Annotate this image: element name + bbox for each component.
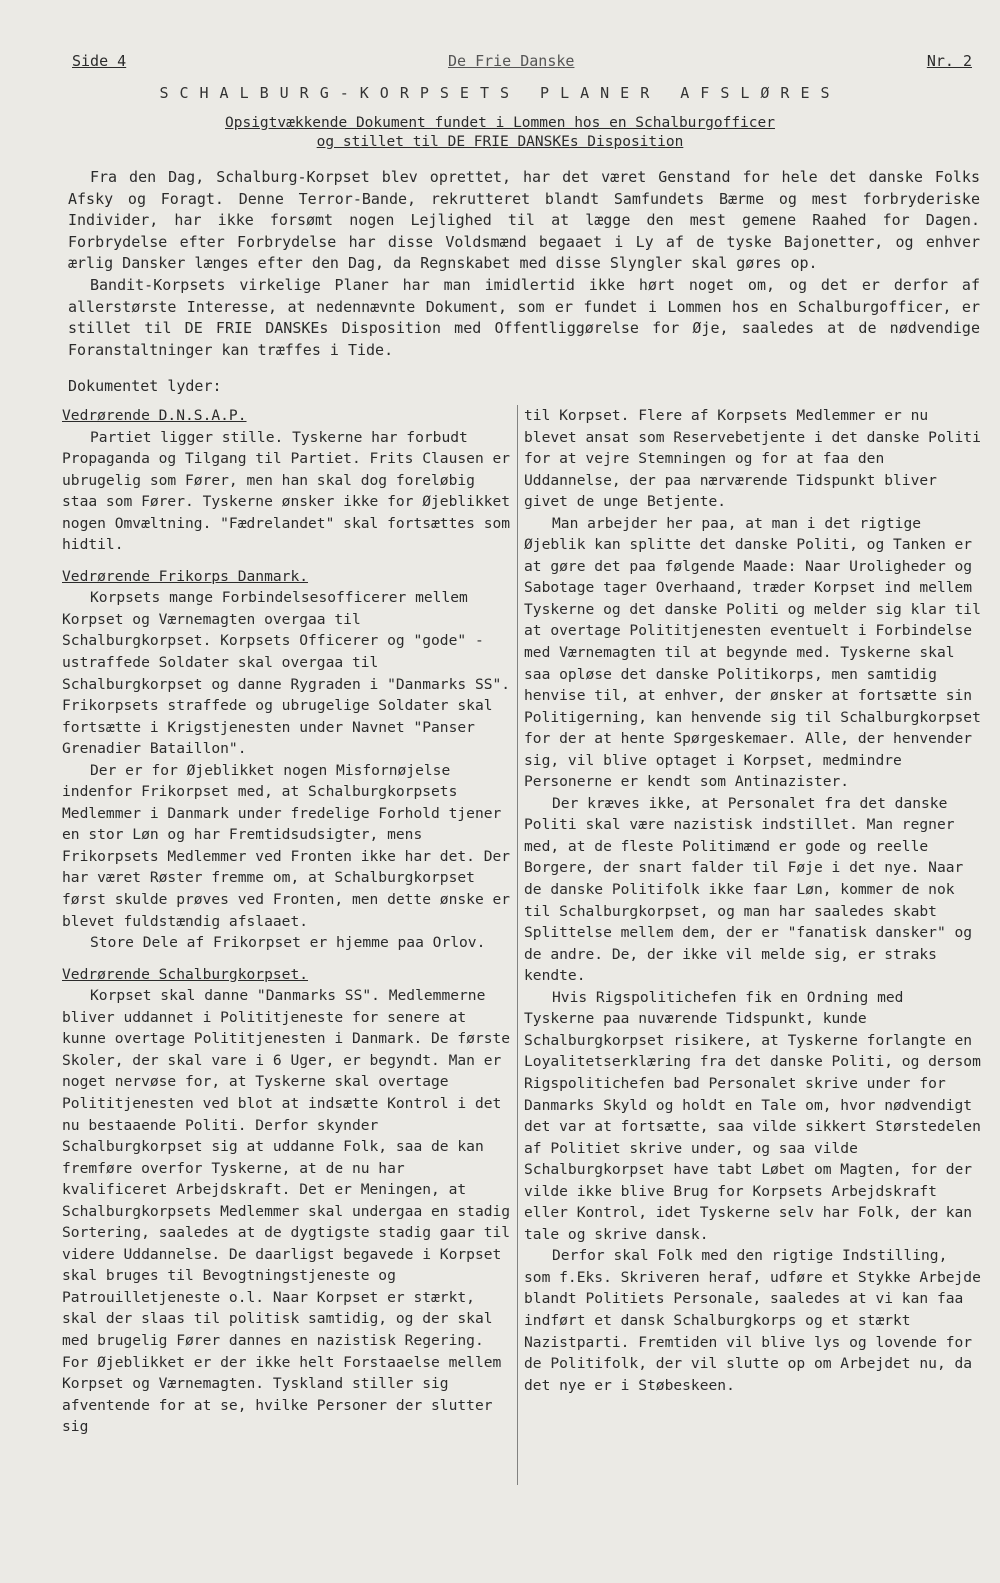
body-paragraph: Korpset skal danne "Danmarks SS". Medlemmerne bliver uddannet i Polititjeneste for senere at kunne overtage Polititjenesten i Danmark. De første Skoler, der skal vare i 6 Uger, er begyndt. Man er noget nervøse for, at Tyskerne skal overtage Polititjenesten ved blot at indsætte Kontrol i det nu bestaaende Politi. Derfor skynder Schalburgkorpset sig at uddanne Folk, saa de kan fremføre overfor Tyskerne, at de nu har kvalificeret Arbejdskraft. Det er Meningen, at Schalburgkorpsets Medlemmer skal undergaa en stadig Sortering, saaledes at de dygtigste stadig gaar til videre Uddannelse. De daarligst begavede i Korpset skal bruges til Bevogtningstjeneste og Patrouilletjeneste o.l. Naar Korpset er stærkt, skal der slaas til politisk samtidig, og der skal med brugelig Fører dannes en nazistisk Regering. For Øjeblikket er der ikke helt Forstaaelse mellem Korpset og Værnemagten. Tyskland stiller sig afventende for at se, hvilke Personer der slutter sig	[62, 987, 511, 1436]
column-divider	[517, 405, 518, 1485]
left-column	[62, 405, 514, 1438]
section-heading: Vedrørende Schalburgkorpset.	[62, 965, 309, 983]
body-paragraph: Korpsets mange Forbindelsesofficerer mellem Korpset og Værnemagten overgaa til Schalburgkorpset. Korpsets Officerer og "gode" - ustraffede Soldater skal overgaa til Schalburgkorpset og danne Rygraden i "Danmarks SS". Frikorpsets straffede og ubrugelige Soldater skal fortsætte i Krigstjenesten under Navnet "Panser Grenadier Bataillon".	[62, 589, 511, 758]
issue-number: Nr. 2	[926, 52, 972, 70]
intro-paragraph: Bandit-Korpsets virkelige Planer har man imidlertid ikke hørt noget om, og det er derfor af allerstørste Interesse, at nedennævnte Dokument, som er fundet i Lommen hos en Schalburgofficer, er stillet til DE FRIE DANSKEs Disposition med Offentliggørelse for Øje, saaledes at de nødvendige Foranstaltninger kan træffes i Tide.	[68, 275, 980, 359]
section-heading: Vedrørende Frikorps Danmark.	[62, 567, 309, 585]
body-paragraph: til Korpset. Flere af Korpsets Medlemmer er nu blevet ansat som Reservebetjente i det danske Politi for at vejre Stemningen og for at faa den Uddannelse, der paa nærværende Tidspunkt bliver givet de unge Betjente.	[524, 407, 981, 511]
intro-paragraph: Fra den Dag, Schalburg-Korpset blev oprettet, har det været Genstand for hele det danske Folks Afsky og Foragt. Denne Terror-Bande, rekrutteret blandt Samfundets Bærme og mest forbryderiske Individer, har ikke forsømt nogen Lejlighed til at lægge den mest gemene Raahed for Dagen. Forbrydelse efter Forbrydelse har disse Voldsmænd begaaet i Ly af de tyske Bajonetter, og enhver ærlig Dansker længes efter den Dag, da Regnskabet med disse Slyngler skal gøres op.	[68, 168, 980, 273]
body-paragraph: Derfor skal Folk med den rigtige Indstilling, som f.Eks. Skriveren heraf, udføre et Stykke Arbejde blandt Politiets Personale, saaledes at vi kan faa indført et dansk Schalburgkorps og et stærkt Nazistparti. Fremtiden vil blive lys og lovende for de Politifolk, der vil slutte op om Arbejdet nu, da det nye er i Støbeskeen.	[524, 1247, 981, 1394]
subheadline-line-2: og stillet til DE FRIE DANSKEs Disposition	[316, 134, 684, 150]
body-paragraph: Der kræves ikke, at Personalet fra det danske Politi skal være nazistisk indstillet. Man regner med, at de fleste Politimænd er gode og reelle Borgere, der snart falder til Føje i det nye. Naar de danske Politifolk ikke faar Løn, kommer de nok til Schalburgkorpset, og man har saaledes skabt Splittelse mellem dem, der er "fanatisk dansker" og de andre. De, der ikke vil melde sig, er straks kendte.	[524, 794, 973, 985]
body-paragraph: Hvis Rigspolitichefen fik en Ordning med Tyskerne paa nuværende Tidspunkt, kunde Schalburgkorpset risikere, at Tyskerne forlangte en Loyalitetserklæring fra det danske Politi, og dersom Rigspolitichefen bad Personalet skrive under for Danmarks Skyld og holdt en Tale om, hvor nødvendigt det var at fortsætte, saa vilde sikkert Størstedelen af Politiet skrive under, og saa vilde Schalburgkorpset have tabt Løbet om Magten, for der vilde ikke blive Brug for Korpsets Arbejdskraft eller Kontrol, idet Tyskerne selv har Folk, der kan tale og skrive dansk.	[524, 988, 981, 1243]
section-heading: Vedrørende D.N.S.A.P.	[62, 407, 247, 424]
subheadline-line-1: Opsigtvækkende Dokument fundet i Lommen hos en Schalburgofficer	[225, 115, 775, 131]
page-number: Side 4	[72, 52, 127, 70]
publication-name: De Frie Danske	[448, 52, 575, 70]
body-paragraph: Der er for Øjeblikket nogen Misfornøjelse indenfor Frikorpset med, at Schalburgkorpsets Medlemmer i Danmark under fredelige Forhold tjener en stor Løn og har Fremtidsudsigter, mens Frikorpsets Medlemmer ved Fronten ikke har det. Der har været Røster fremme om, at Schalburgkorpset først skulde prøves ved Fronten, men dette ønske er blevet fuldstændig afslaaet.	[62, 761, 511, 930]
right-column	[524, 405, 982, 1396]
intro-section	[68, 167, 980, 361]
body-paragraph: Man arbejder her paa, at man i det rigtige Øjeblik kan splitte det danske Politi, og Tanken er at gøre det paa følgende Maade: Naar Uroligheder og Sabotage tager Overhaand, træder Korpset ind mellem Tyskerne og det danske Politi og melder sig klar til at overtage Polititjenesten eventuelt i Forbindelse med Værnemagten til at begynde med. Tyskerne skal saa opløse det danske Politikorps, men samtidig henvise til, at enhver, der ønsker at fortsætte sin Politigerning, kan henvende sig til Schalburgkorpset for der at hente Spørgeskemaer. Alle, der henvender sig, vil blive optaget i Korpset, medmindre Personerne er kendt som Antinazister.	[524, 514, 981, 791]
document-lead: Dokumentet lyder:	[68, 377, 222, 395]
body-paragraph: Store Dele af Frikorpset er hjemme paa Orlov.	[90, 934, 486, 952]
body-paragraph: Partiet ligger stille. Tyskerne har forbudt Propaganda og Tilgang til Partiet. Frits Clausen er ubrugelig som Fører, men han skal dog foreløbig staa som Fører. Tyskerne ønsker ikke for Øjeblikket nogen Omvæltning. "Fædrelandet" skal fortsættes som hidtil.	[62, 428, 511, 554]
page-header	[72, 52, 972, 76]
headline: SCHALBURG-KORPSETS PLANER AFSLØRES	[159, 84, 841, 102]
